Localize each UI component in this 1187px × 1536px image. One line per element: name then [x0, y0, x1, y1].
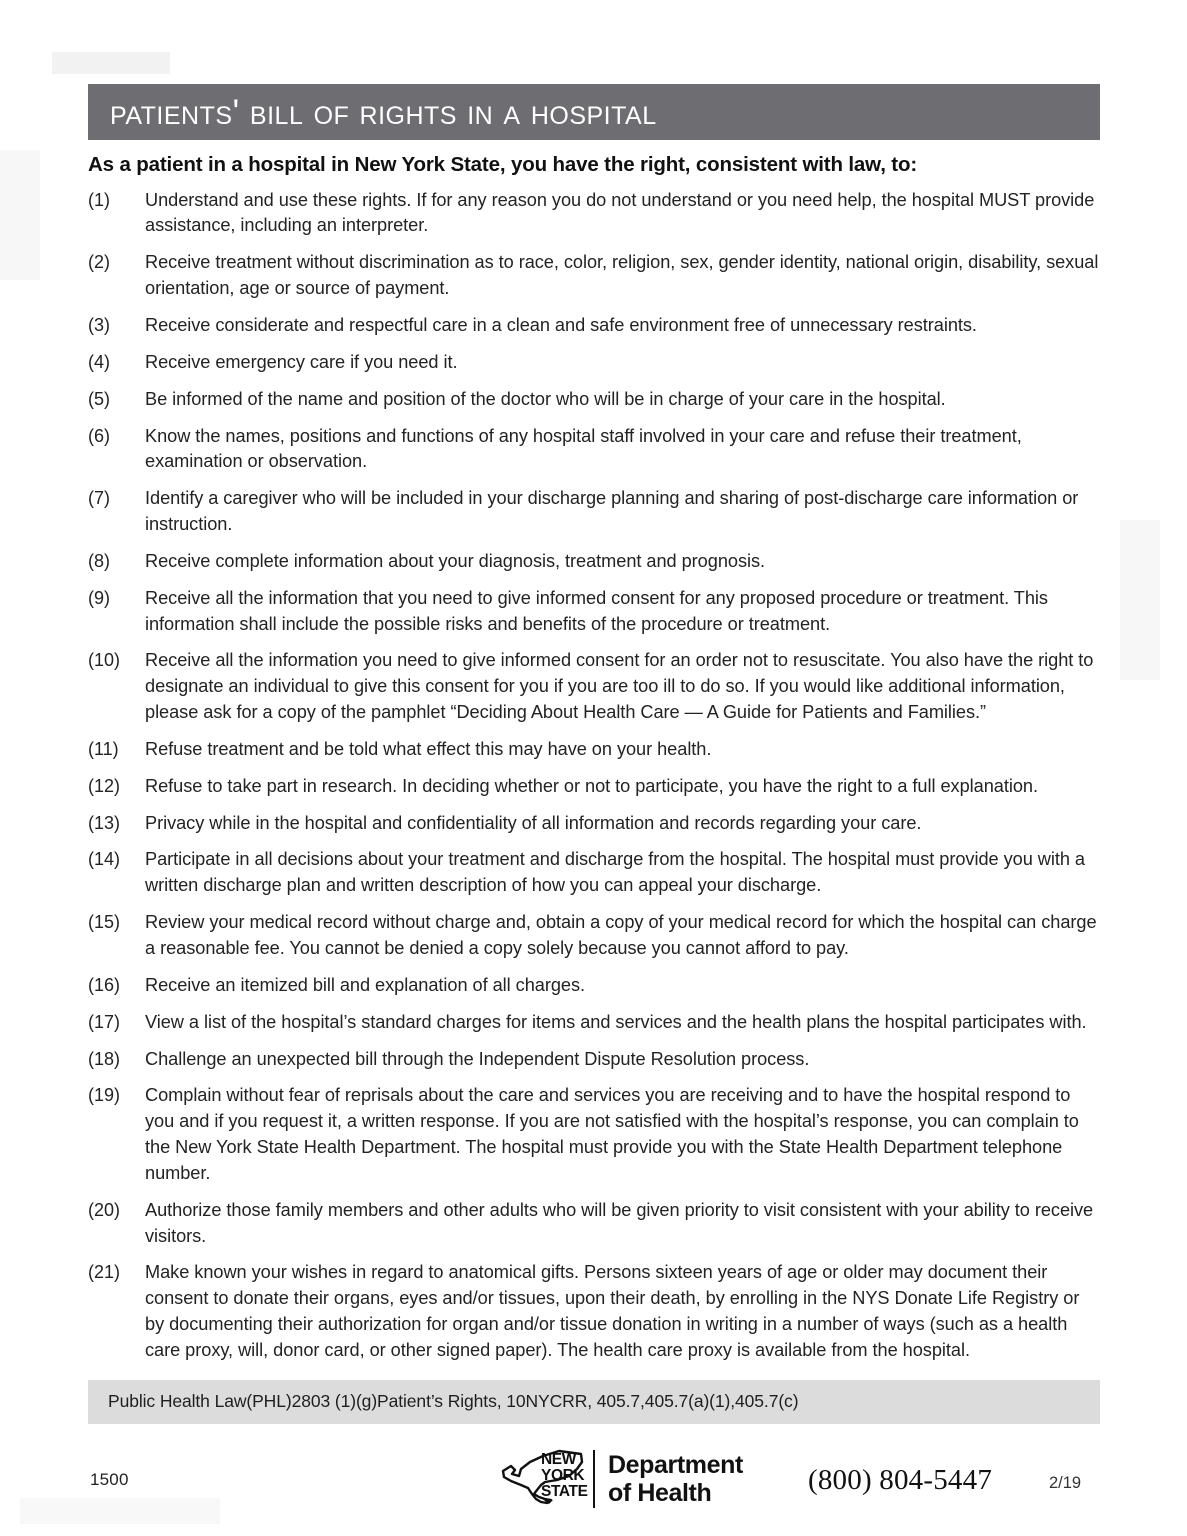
list-item-number: (1) [88, 189, 110, 210]
list-item-number: (4) [88, 351, 110, 372]
list-item-number: (21) [88, 1262, 121, 1283]
list-item-text: Privacy while in the hospital and confidentiality of all information and records regarding your care. [145, 812, 922, 833]
list-item [88, 811, 1100, 837]
list-item-number: (19) [88, 1085, 121, 1106]
list-item-number: (9) [88, 587, 110, 608]
list-item-number: (20) [88, 1199, 121, 1220]
list-item-text: Receive complete information about your diagnosis, treatment and prognosis. [145, 550, 766, 571]
list-item [88, 1083, 1100, 1186]
list-item-text: Refuse to take part in research. In deciding whether or not to participate, you have the right to a full explanation. [145, 775, 1038, 796]
list-item [88, 486, 1100, 538]
list-item-number: (17) [88, 1011, 121, 1032]
list-item-number: (14) [88, 849, 121, 870]
new-york-state-map-icon [497, 1449, 588, 1509]
list-item [88, 774, 1100, 800]
scan-artifact [1120, 520, 1160, 680]
title-banner [88, 84, 1100, 140]
state-wordmark-line1: NEW [541, 1451, 576, 1468]
list-item-text: Receive an itemized bill and explanation of all charges. [145, 974, 586, 995]
agency-wordmark-line1: Department [608, 1451, 743, 1479]
list-item-text: Participate in all decisions about your treatment and discharge from the hospital. The hospital must provide you with a written discharge plan and written description of how you can appeal your discharge. [145, 849, 1085, 896]
law-citation: Public Health Law(PHL)2803 (1)(g)Patient’s Rights, 10NYCRR, 405.7,405.7(a)(1),405.7(c) [108, 1391, 799, 1412]
list-item [88, 350, 1100, 376]
list-item-text: Complain without fear of reprisals about the care and services you are receiving and to have the hospital respond to you and if you request it, a written response. If you are not satisfied with the hospital’s response, you can complain to the New York State Health Department. The hospital must provide you with the State Health Department telephone number. [145, 1085, 1079, 1183]
list-item-number: (2) [88, 252, 110, 273]
list-item [88, 910, 1100, 962]
list-item [88, 648, 1100, 726]
list-item [88, 847, 1100, 899]
document-content [88, 84, 1100, 1424]
list-item-text: Authorize those family members and other adults who will be given priority to visit consistent with your ability to receive visitors. [145, 1199, 1094, 1246]
list-item [88, 1047, 1100, 1073]
list-item-text: Receive all the information you need to give informed consent for an order not to resuscitate. You also have the right to designate an individual to give this consent for you if you are too ill to do so. If you would like additional information, please ask for a copy of the pamphlet “Deciding About Health Care — A Guide for Patients and Families.” [145, 650, 1094, 723]
page-title: patients' bill of rights in a hospital [110, 92, 657, 132]
agency-wordmark [608, 1451, 743, 1507]
list-item [88, 250, 1100, 302]
list-item-number: (5) [88, 388, 110, 409]
list-item-number: (13) [88, 812, 121, 833]
list-item-text: Understand and use these rights. If for any reason you do not understand or you need help, the hospital MUST provide assistance, including an interpreter. [145, 189, 1095, 236]
list-item-text: Receive treatment without discrimination as to race, color, religion, sex, gender identity, national origin, disability, sexual orientation, age or source of payment. [145, 252, 1099, 299]
list-item-number: (11) [88, 738, 119, 759]
scan-artifact [52, 52, 170, 74]
list-item-number: (8) [88, 550, 110, 571]
list-item-text: Receive considerate and respectful care in a clean and safe environment free of unnecessary restraints. [145, 314, 977, 335]
list-item-text: Identify a caregiver who will be included in your discharge planning and sharing of post-discharge care information or instruction. [145, 488, 1079, 535]
list-item-number: (10) [88, 650, 121, 671]
list-item-text: Refuse treatment and be told what effect this may have on your health. [145, 738, 712, 759]
form-number: 1500 [90, 1470, 129, 1489]
state-wordmark-line2: YORK [541, 1467, 585, 1485]
nys-doh-logo [497, 1446, 743, 1512]
law-citation-banner [88, 1380, 1100, 1424]
list-item-text: Make known your wishes in regard to anatomical gifts. Persons sixteen years of age or older may document their consent to donate their organs, eyes and/or tissues, upon their death, by enrolling in the NYS Donate Life Registry or by documenting their authorization for organ and/or tissue donation in writing in a number of ways (such as a health care proxy, will, donor card, or other signed paper). The health care proxy is available from the hospital. [145, 1262, 1080, 1360]
list-item [88, 1260, 1100, 1363]
list-item-text: Receive all the information that you need to give informed consent for any proposed procedure or treatment. This information shall include the possible risks and benefits of the procedure or treatment. [145, 587, 1048, 634]
list-item-text: Challenge an unexpected bill through the Independent Dispute Resolution process. [145, 1048, 810, 1069]
list-item [88, 1010, 1100, 1036]
list-item-number: (15) [88, 912, 121, 933]
rights-list [88, 188, 1100, 1364]
list-item-text: Review your medical record without charge and, obtain a copy of your medical record for which the hospital can charge a reasonable fee. You cannot be denied a copy solely because you cannot afford to pay. [145, 912, 1097, 958]
intro-statement: As a patient in a hospital in New York State, you have the right, consistent with law, to: [88, 153, 918, 176]
list-item [88, 424, 1100, 476]
list-item-number: (18) [88, 1048, 121, 1069]
revision-date: 2/19 [1049, 1474, 1082, 1492]
list-item-text: View a list of the hospital’s standard charges for items and services and the health plans the hospital participates with. [145, 1011, 1087, 1032]
list-item-text: Be informed of the name and position of the doctor who will be in charge of your care in the hospital. [145, 388, 946, 409]
scan-artifact [0, 150, 40, 280]
list-item [88, 188, 1100, 240]
logo-divider [593, 1450, 595, 1508]
list-item-number: (7) [88, 488, 110, 509]
list-item-number: (12) [88, 775, 121, 796]
list-item-text: Know the names, positions and functions of any hospital staff involved in your care and refuse their treatment, examination or observation. [145, 425, 1022, 472]
state-wordmark [541, 1452, 588, 1500]
agency-wordmark-line2: of Health [608, 1479, 712, 1507]
list-item-text: Receive emergency care if you need it. [145, 351, 458, 372]
list-item [88, 1198, 1100, 1250]
list-item [88, 313, 1100, 339]
list-item [88, 973, 1100, 999]
list-item [88, 737, 1100, 763]
contact-phone-number: (800) 804-5447 [808, 1464, 993, 1496]
list-item [88, 387, 1100, 413]
list-item [88, 549, 1100, 575]
list-item-number: (16) [88, 974, 121, 995]
list-item [88, 586, 1100, 638]
list-item-number: (6) [88, 425, 110, 446]
list-item-number: (3) [88, 314, 110, 335]
page-footer [0, 1438, 1187, 1536]
state-wordmark-line3: STATE [541, 1483, 588, 1501]
